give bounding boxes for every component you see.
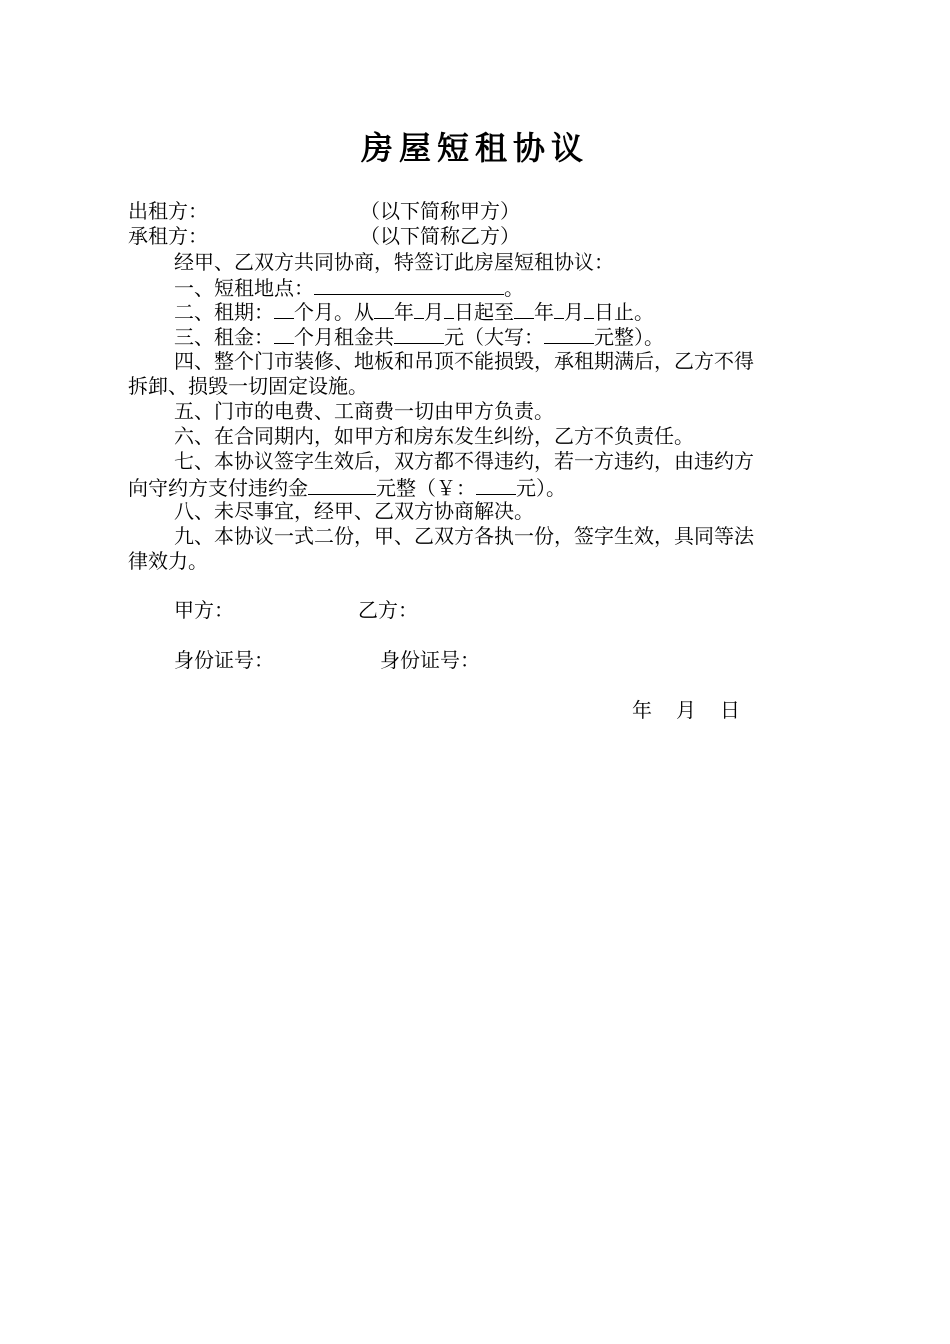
penalty-amount-blank [308, 474, 376, 495]
party-b-id-label: 身份证号： [380, 648, 480, 672]
lessor-line [128, 199, 208, 224]
clause-1 [174, 274, 524, 301]
clause-1-end: 。 [504, 276, 524, 300]
lessee-label: 承租方： [128, 224, 208, 248]
start-year-blank [374, 298, 394, 319]
end-month-blank [554, 298, 564, 319]
clause-1-text: 一、短租地点： [174, 276, 314, 300]
intro-paragraph: 经甲、乙双方共同协商，特签订此房屋短租协议： [174, 250, 614, 274]
clause-2-text: 二、租期： [174, 300, 274, 324]
clause-9-line-2: 律效力。 [128, 549, 208, 573]
months-blank [274, 298, 294, 319]
clause-3 [174, 323, 664, 350]
lessee-line [128, 224, 208, 249]
clause-2-year: 年 [394, 300, 414, 324]
penalty-yen-blank [476, 474, 516, 495]
date-year: 年 [632, 698, 652, 722]
clause-2-month: 月 [424, 300, 444, 324]
rent-capital-blank [544, 323, 594, 344]
rent-months-blank [274, 323, 294, 344]
lessor-label: 出租方： [128, 199, 208, 223]
start-month-blank [414, 298, 424, 319]
clause-7-line-1: 七、本协议签字生效后，双方都不得违约，若一方违约，由违约方 [174, 449, 754, 473]
clause-2 [174, 298, 654, 325]
lessor-note: （以下简称甲方） [360, 199, 520, 223]
clause-7-yen: 元整（￥： [376, 476, 476, 500]
document-title: 房屋短租协议 [360, 129, 589, 167]
clause-3-text: 三、租金： [174, 325, 274, 349]
clause-3-total: 个月租金共 [294, 325, 394, 349]
clause-6: 六、在合同期内，如甲方和房东发生纠纷，乙方不负责任。 [174, 424, 694, 448]
party-a-signature-label: 甲方： [174, 598, 234, 622]
party-a-id-label: 身份证号： [174, 648, 274, 672]
date-day: 日 [720, 698, 740, 722]
clause-2-end-day: 日止。 [594, 300, 654, 324]
clause-2-to: 日起至 [454, 300, 514, 324]
end-day-blank [584, 298, 594, 319]
party-b-signature-label: 乙方： [358, 598, 418, 622]
clause-7-line-2 [128, 474, 566, 501]
clause-4-line-1: 四、整个门市装修、地板和吊顶不能损毁，承租期满后，乙方不得 [174, 349, 754, 373]
clause-2-end-month: 月 [564, 300, 584, 324]
end-year-blank [514, 298, 534, 319]
rent-amount-blank [394, 323, 444, 344]
clause-2-from: 个月。从 [294, 300, 374, 324]
start-day-blank [444, 298, 454, 319]
clause-2-end-year: 年 [534, 300, 554, 324]
clause-7-text: 向守约方支付违约金 [128, 476, 308, 500]
date-month: 月 [676, 698, 696, 722]
clause-3-end: 元整）。 [594, 325, 664, 349]
lessee-note: （以下简称乙方） [360, 224, 520, 248]
clause-7-end: 元）。 [516, 476, 566, 500]
clause-9-line-1: 九、本协议一式二份，甲、乙双方各执一份，签字生效，具同等法 [174, 524, 754, 548]
clause-3-capital: 元（大写： [444, 325, 544, 349]
clause-5: 五、门市的电费、工商费一切由甲方负责。 [174, 399, 554, 423]
clause-8: 八、未尽事宜，经甲、乙双方协商解决。 [174, 499, 534, 523]
location-blank [314, 274, 504, 295]
clause-4-line-2: 拆卸、损毁一切固定设施。 [128, 374, 368, 398]
